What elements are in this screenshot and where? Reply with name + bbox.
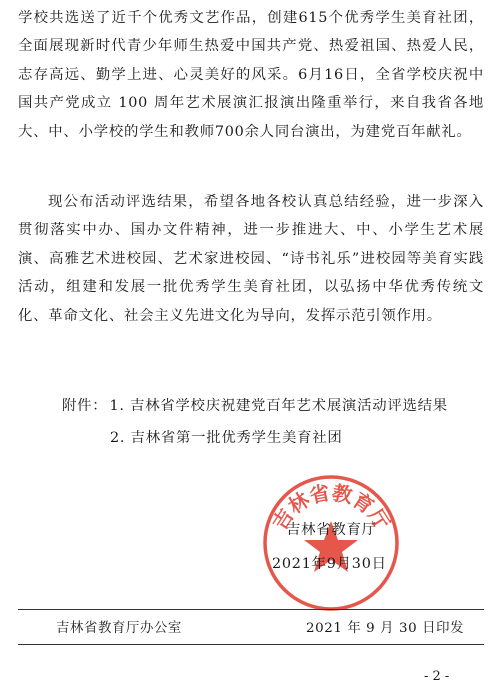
footer-issue-date: 2021 年 9 月 30 日印发: [306, 621, 465, 636]
official-seal: [256, 468, 406, 618]
body-paragraph-2: 现公布活动评选结果，希望各地各校认真总结经验，进一步深入贯彻落实中办、国办文件精神，进一步推进大、中、小学生艺术展演、高雅艺术进校园、艺术家进校园、“诗书礼乐”进校园等美育实践活动，组建和发展一批优秀学生美育社团，以弘扬中华优秀传统文化、革命文化、社会主义先进文化为导向，发挥示范引领作用。: [18, 194, 484, 324]
footer-rule-bottom: [18, 644, 484, 645]
attachment-row-1: [62, 396, 448, 416]
attachment-item-1: 1. 吉林省学校庆祝建党百年艺术展演活动评选结果: [109, 398, 448, 414]
page-number: - 2 -: [424, 669, 450, 684]
attachment-row-2: [110, 428, 343, 448]
seal-arc-text: 吉林省教育厅: [269, 482, 393, 535]
footer-issuer: 吉林省教育厅办公室: [56, 621, 182, 636]
signature-organization: 吉林省教育厅: [286, 522, 377, 538]
attachment-label: 附件：: [62, 398, 108, 414]
attachment-item-2: 2. 吉林省第一批优秀学生美育社团: [110, 430, 343, 446]
footer-rule-top: [18, 609, 484, 610]
body-paragraph-1: 学校共选送了近千个优秀文艺作品，创建615个优秀学生美育社团，全面展现新时代青少年师生热爱中国共产党、热爱祖国、热爱人民，志存高远、勤学上进、心灵美好的风采。6月16日，全省学校庆祝中国共产党成立 100 周年艺术展演汇报演出隆重举行，来自我省各地大、中、小学校的学生和教师700余人同台演出，为建党百年献礼。: [18, 10, 484, 140]
signature-date: 2021年9月30日: [272, 556, 387, 572]
